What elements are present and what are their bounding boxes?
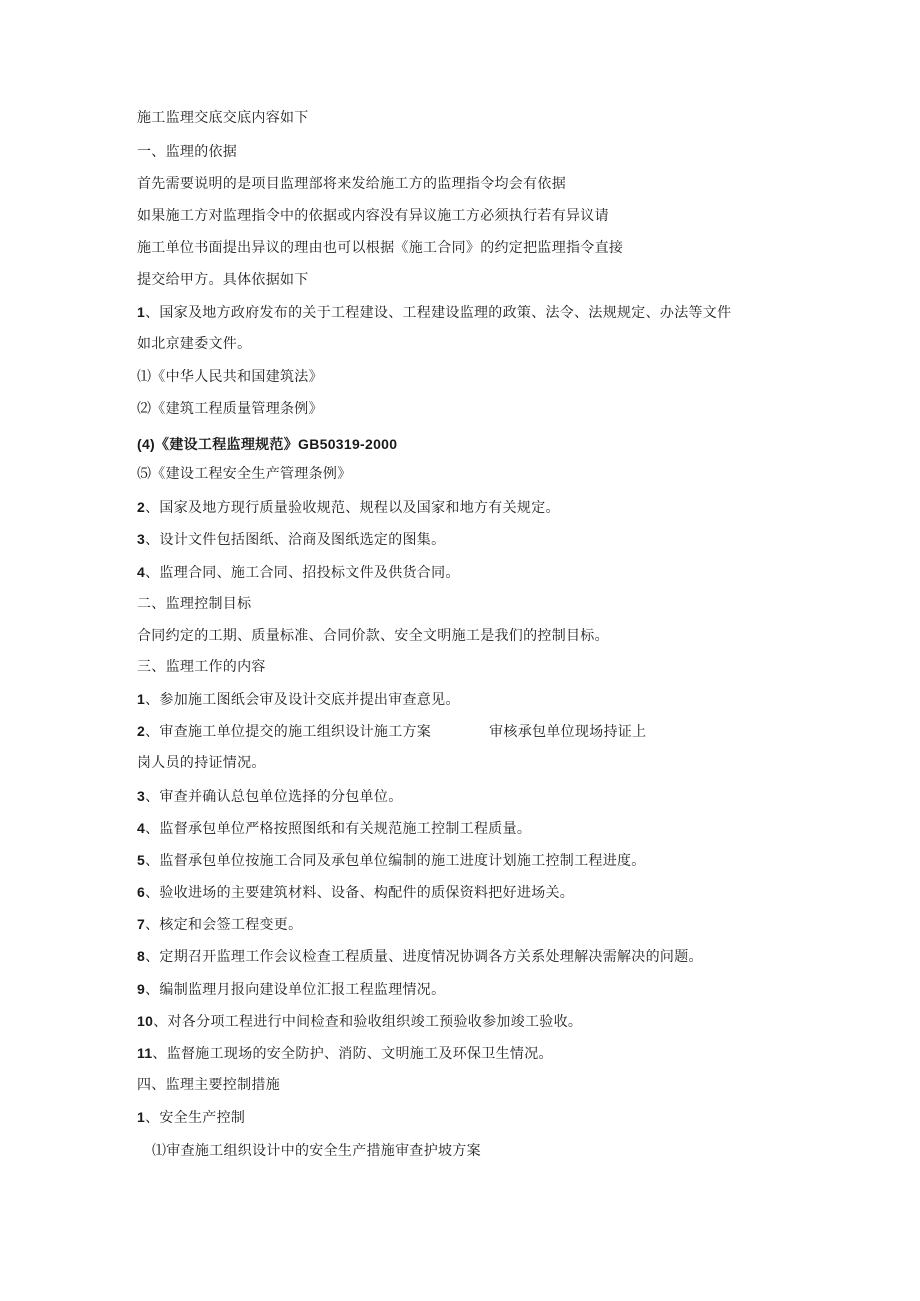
- list-item-text: 、核定和会签工程变更。: [145, 917, 303, 933]
- list-item-text: 、监理合同、施工合同、招投标文件及供货合同。: [145, 565, 460, 581]
- list-item: [137, 882, 574, 903]
- list-item: [137, 914, 302, 935]
- list-item: [137, 497, 560, 518]
- list-item-number: 11: [137, 1045, 153, 1061]
- list-item-text: 、安全生产控制: [145, 1110, 246, 1126]
- list-item-number: 4: [137, 564, 146, 580]
- section-heading-work: 三、监理工作的内容: [137, 659, 266, 675]
- list-item-number: 9: [137, 981, 146, 997]
- list-item-text: 、审查并确认总包单位选择的分包单位。: [145, 789, 403, 805]
- paragraph-line: 施工单位书面提出异议的理由也可以根据《施工合同》的约定把监理指令直接: [137, 240, 624, 256]
- section-heading-targets: 二、监理控制目标: [137, 596, 252, 612]
- document-title: 施工监理交底交底内容如下: [137, 110, 309, 126]
- list-item-text: 、监督承包单位按施工合同及承包单位编制的施工进度计划施工控制工程进度。: [145, 853, 646, 869]
- list-item: [137, 562, 460, 583]
- law-reference: ⑴《中华人民共和国建筑法》: [137, 369, 323, 385]
- list-item-text: 、审查施工单位提交的施工组织设计施工方案: [145, 724, 432, 740]
- list-item-number: 7: [137, 916, 146, 932]
- paragraph-line: 如北京建委文件。: [137, 336, 252, 352]
- list-item-number: 1: [137, 1109, 146, 1125]
- paragraph-line: 岗人员的持证情况。: [137, 755, 266, 771]
- list-item-text: 、参加施工图纸会审及设计交底并提出审查意见。: [145, 692, 460, 708]
- law-reference: [137, 434, 397, 455]
- list-item: [137, 721, 646, 742]
- list-item-text: 、编制监理月报向建设单位汇报工程监理情况。: [145, 982, 446, 998]
- list-item: [137, 1043, 553, 1064]
- list-item-number: 2: [137, 499, 146, 515]
- list-item: [137, 1107, 245, 1128]
- list-item-number: 5: [137, 852, 146, 868]
- list-item: [137, 302, 731, 323]
- list-item: [137, 529, 445, 550]
- list-item: [137, 946, 703, 967]
- list-item-number: 10: [137, 1013, 154, 1029]
- paragraph-line: 提交给甲方。具体依据如下: [137, 272, 309, 288]
- list-item: [137, 979, 445, 1000]
- list-item-text: 、国家及地方现行质量验收规范、规程以及国家和地方有关规定。: [145, 500, 560, 516]
- list-item-number: 2: [137, 723, 146, 739]
- sub-item: ⑴审查施工组织设计中的安全生产措施审查护坡方案: [152, 1143, 481, 1159]
- list-item-text: 、国家及地方政府发布的关于工程建设、工程建设监理的政策、法令、法规规定、办法等文件: [145, 305, 732, 321]
- law-reference-title: 《建设工程监理规范》: [155, 437, 299, 453]
- law-reference-code: GB50319-2000: [298, 436, 398, 452]
- list-item: [137, 818, 531, 839]
- list-item-text: 、设计文件包括图纸、洽商及图纸选定的图集。: [145, 532, 446, 548]
- list-item-text: 、监督承包单位严格按照图纸和有关规范施工控制工程质量。: [145, 821, 532, 837]
- section-heading-measures: 四、监理主要控制措施: [137, 1077, 280, 1093]
- list-item-number: 1: [137, 691, 146, 707]
- list-item-text: 、定期召开监理工作会议检查工程质量、进度情况协调各方关系处理解决需解决的问题。: [145, 949, 703, 965]
- list-item-number: 8: [137, 948, 146, 964]
- list-item-text: 审核承包单位现场持证上: [489, 724, 647, 740]
- list-item-number: 4: [137, 820, 146, 836]
- paragraph-line: 合同约定的工期、质量标准、合同价款、安全文明施工是我们的控制目标。: [137, 628, 609, 644]
- law-reference: ⑵《建筑工程质量管理条例》: [137, 401, 323, 417]
- list-item-number: 6: [137, 884, 146, 900]
- law-reference-number: (4): [137, 436, 156, 452]
- list-item: [137, 689, 460, 710]
- list-item-number: 3: [137, 531, 146, 547]
- paragraph-line: 如果施工方对监理指令中的依据或内容没有异议施工方必须执行若有异议请: [137, 208, 609, 224]
- list-item-number: 1: [137, 304, 146, 320]
- law-reference: ⑸《建设工程安全生产管理条例》: [137, 466, 352, 482]
- list-item-text: 、验收进场的主要建筑材料、设备、构配件的质保资料把好进场关。: [145, 885, 575, 901]
- list-item: [137, 850, 646, 871]
- list-item-number: 3: [137, 788, 146, 804]
- list-item-text: 、监督施工现场的安全防护、消防、文明施工及环保卫生情况。: [152, 1046, 553, 1062]
- list-item: [137, 1011, 582, 1032]
- paragraph-line: 首先需要说明的是项目监理部将来发给施工方的监理指令均会有依据: [137, 176, 566, 192]
- list-item: [137, 786, 403, 807]
- section-heading-basis: 一、监理的依据: [137, 144, 238, 160]
- list-item-text: 、对各分项工程进行中间检查和验收组织竣工预验收参加竣工验收。: [153, 1014, 583, 1030]
